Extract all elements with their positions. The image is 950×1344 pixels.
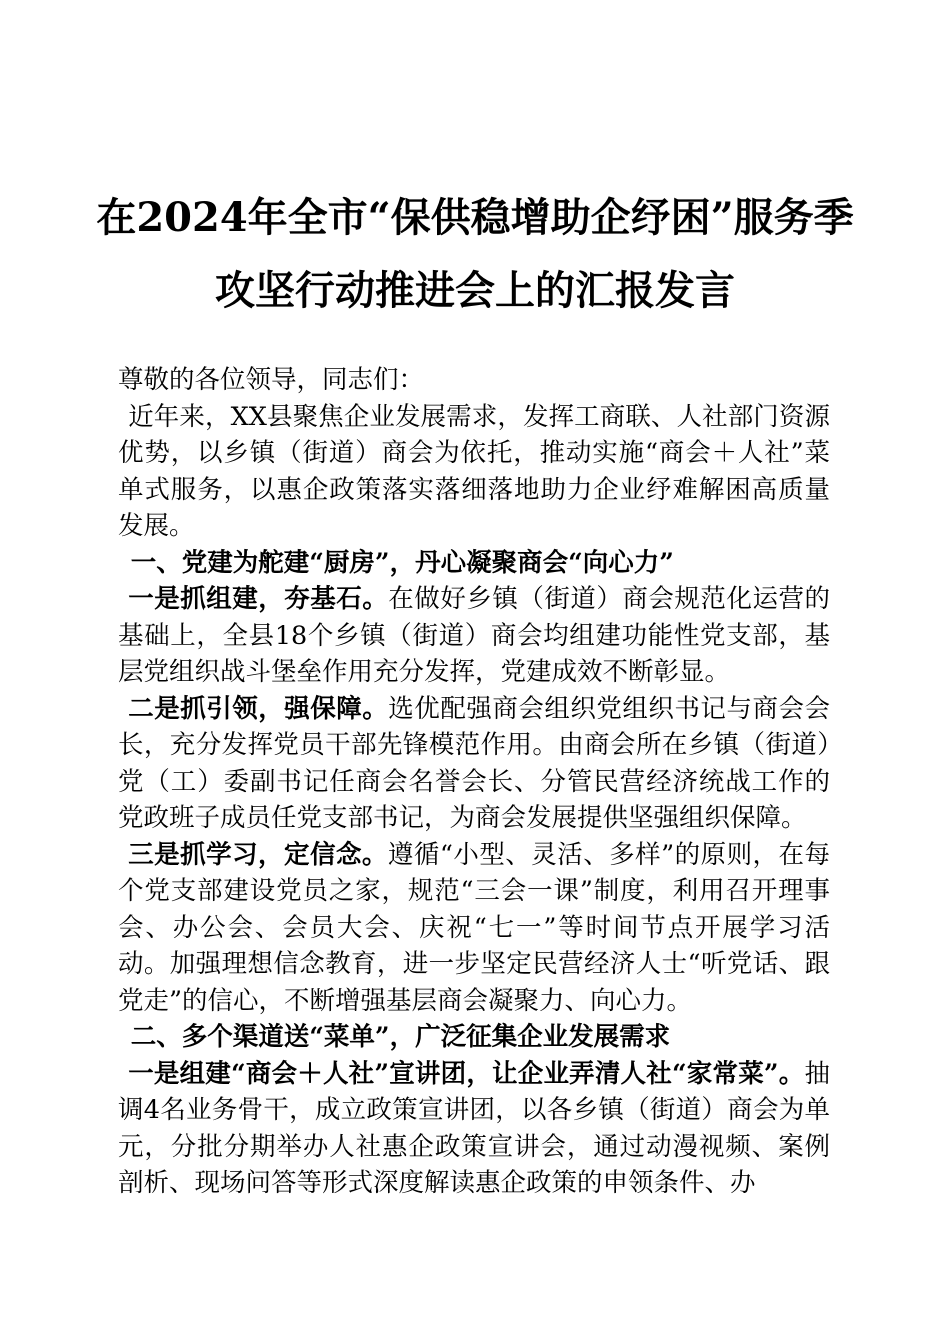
section-1-paragraph-2: [118, 691, 830, 837]
salutation: 尊敬的各位领导，同志们：: [118, 365, 425, 395]
paragraph-text: 在做好乡镇（街道）商会规范化运营的基础上，全县18个乡镇（街道）商会均组建功能性党支部，基层党组织战斗堡垒作用充分发挥，党建成效不断彰显。: [118, 584, 830, 687]
paragraph-lead: 一是抓组建，夯基石。: [128, 584, 389, 614]
section-2-paragraph-1: [118, 1056, 830, 1202]
document-title-line-1: 在2024年全市“保供稳增助企纾困”服务季: [96, 194, 854, 241]
document-title-line-2: 攻坚行动推进会上的汇报发言: [215, 267, 735, 314]
document-body: [118, 362, 830, 1202]
section-1-paragraph-3: [118, 837, 830, 1020]
section-2-heading: 二、多个渠道送“菜单”，广泛征集企业发展需求: [130, 1022, 671, 1052]
paragraph-lead: 三是抓学习，定信念。: [128, 839, 388, 870]
section-1-heading: 一、党建为舵建“厨房”，丹心凝聚商会“向心力”: [130, 547, 674, 578]
paragraph-text: 遵循“小型、灵活、多样”的原则，在每个党支部建设党员之家，规范“三会一课”制度，利用召开理事会、办公会、会员大会、庆祝“七一”等时间节点开展学习活动。加强理想信念教育，进一步坚定民营经济人士“听党话、跟党走”的信心，不断增强基层商会凝聚力、向心力。: [118, 839, 830, 1016]
paragraph-lead: 二是抓引领，强保障。: [128, 693, 389, 724]
paragraph-lead: 一是组建“商会＋人社”宣讲团，让企业弄清人社“家常菜”。: [128, 1058, 805, 1089]
intro-paragraph: 近年来，XX县聚焦企业发展需求，发挥工商联、人社部门资源优势，以乡镇（街道）商会为依托，推动实施“商会＋人社”菜单式服务，以惠企政策落实落细落地助力企业纾难解困高质量发展。: [118, 401, 830, 541]
paragraph-text: 选优配强商会组织党组织书记与商会会长，充分发挥党员干部先锋模范作用。由商会所在乡镇（街道）党（工）委副书记任商会名誉会长、分管民营经济统战工作的党政班子成员任党支部书记，为商会发展提供坚强组织保障。: [118, 693, 830, 833]
paragraph-text: 抽调4名业务骨干，成立政策宣讲团，以各乡镇（街道）商会为单元，分批分期举办人社惠企政策宣讲会，通过动漫视频、案例剖析、现场问答等形式深度解读惠企政策的申领条件、办: [118, 1058, 830, 1198]
section-1-paragraph-1: [118, 581, 830, 691]
